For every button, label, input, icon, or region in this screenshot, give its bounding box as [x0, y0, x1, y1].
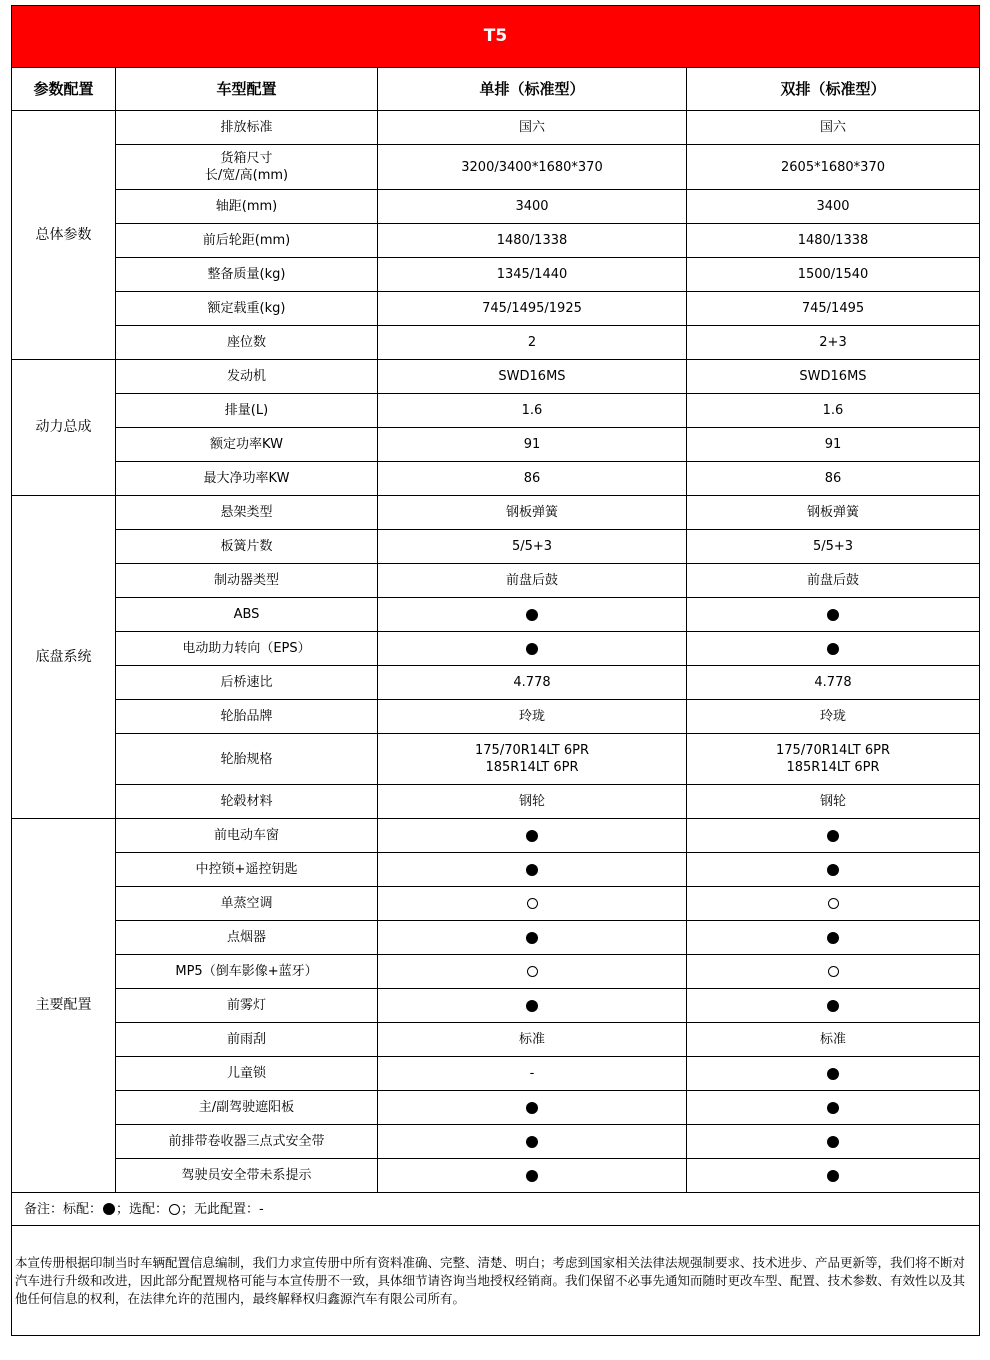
header-model-config: 车型配置: [116, 68, 378, 111]
double-row-value: [687, 632, 980, 666]
value-text: 5/5+3: [812, 539, 854, 554]
row-label: [116, 462, 378, 496]
table-row: [12, 564, 980, 598]
single-row-value: [378, 632, 687, 666]
value-text: 国六: [518, 120, 545, 135]
double-row-value: [687, 145, 980, 190]
value-text: 175/70R14LT 6PR: [776, 743, 890, 758]
double-row-value: [687, 666, 980, 700]
row-label: [116, 1125, 378, 1159]
double-row-value: [687, 360, 980, 394]
standard-dot-icon: [827, 864, 839, 876]
table-row: [12, 1057, 980, 1091]
single-row-value: [378, 1023, 687, 1057]
double-row-value: [687, 734, 980, 785]
value-text: 玲珑: [518, 709, 545, 724]
row-label-text: 轮胎规格: [220, 751, 273, 767]
table-row: [12, 360, 980, 394]
double-row-value: [687, 921, 980, 955]
row-label: [116, 145, 378, 190]
value-text: 钢板弹簧: [806, 505, 859, 520]
value-text: 钢板弹簧: [505, 505, 558, 520]
legend-prefix: 备注：标配：: [24, 1201, 103, 1217]
standard-dot-icon: [827, 643, 839, 655]
double-row-value: [687, 564, 980, 598]
row-label-text: 儿童锁: [226, 1066, 266, 1081]
row-label: [116, 111, 378, 145]
value-text-line2: 185R14LT 6PR: [485, 760, 579, 775]
single-row-value: [378, 145, 687, 190]
table-row: [12, 598, 980, 632]
single-row-value: [378, 1091, 687, 1125]
row-label: [116, 666, 378, 700]
table-title: T5: [12, 6, 980, 68]
value-text: 钢轮: [518, 794, 545, 809]
single-row-value: [378, 111, 687, 145]
row-label-text: 前雨刮: [226, 1032, 266, 1047]
row-label: [116, 394, 378, 428]
table-row: [12, 734, 980, 785]
row-label-text: 轮胎品牌: [220, 709, 273, 724]
standard-dot-icon: [827, 609, 839, 621]
value-text: 175/70R14LT 6PR: [475, 743, 589, 758]
table-row: [12, 853, 980, 887]
table-row: [12, 989, 980, 1023]
single-row-value: [378, 1057, 687, 1091]
row-label-text: 电动助力转向（EPS）: [182, 641, 311, 656]
single-row-value: [378, 394, 687, 428]
double-row-value: [687, 1125, 980, 1159]
single-row-value: [378, 496, 687, 530]
value-text: 3400: [515, 199, 549, 214]
value-text: 4.778: [814, 675, 852, 690]
legend-mid: ；选配：: [116, 1201, 169, 1217]
table-row: [12, 258, 980, 292]
row-label: [116, 734, 378, 785]
double-row-value: [687, 1057, 980, 1091]
double-row-value: [687, 111, 980, 145]
value-text: SWD16MS: [799, 369, 867, 384]
single-row-value: [378, 819, 687, 853]
table-row: [12, 1091, 980, 1125]
value-text: 86: [824, 471, 842, 486]
single-row-value: [378, 530, 687, 564]
double-row-value: [687, 530, 980, 564]
value-text: 4.778: [513, 675, 551, 690]
value-text: 2: [527, 335, 537, 350]
double-row-value: [687, 428, 980, 462]
value-text: 2605*1680*370: [781, 159, 885, 175]
group-label: 动力总成: [12, 360, 116, 496]
double-row-value: [687, 496, 980, 530]
table-row: [12, 955, 980, 989]
value-text: 前盘后鼓: [806, 573, 859, 588]
header-double-row: 双排（标准型）: [687, 68, 980, 111]
row-label-text: 座位数: [226, 335, 266, 350]
single-row-value: [378, 190, 687, 224]
standard-dot-icon: [827, 830, 839, 842]
table-row: [12, 632, 980, 666]
value-text: SWD16MS: [498, 369, 566, 384]
row-label: [116, 955, 378, 989]
table-row: [12, 462, 980, 496]
table-row: [12, 530, 980, 564]
row-label: [116, 1091, 378, 1125]
double-row-value: [687, 989, 980, 1023]
standard-dot-icon: [526, 643, 538, 655]
header-param-config: 参数配置: [12, 68, 116, 111]
group-label: 总体参数: [12, 111, 116, 360]
row-label-text: 前雾灯: [226, 998, 266, 1013]
row-label: [116, 921, 378, 955]
double-row-value: [687, 394, 980, 428]
single-row-value: [378, 734, 687, 785]
optional-ring-icon: [527, 898, 538, 909]
double-row-value: [687, 190, 980, 224]
row-label-text: MP5（倒车影像+蓝牙）: [175, 964, 318, 979]
legend-note: [12, 1193, 980, 1226]
row-label: [116, 360, 378, 394]
value-text: 91: [523, 437, 541, 452]
table-row: [12, 1023, 980, 1057]
table-row: [12, 292, 980, 326]
value-text: 前盘后鼓: [505, 573, 558, 588]
table-row: [12, 190, 980, 224]
standard-dot-icon: [526, 864, 538, 876]
single-row-value: [378, 1125, 687, 1159]
table-row: [12, 1159, 980, 1193]
value-text: 2+3: [819, 335, 847, 350]
row-label-text: 点烟器: [226, 930, 266, 945]
spec-sheet: [11, 5, 979, 1336]
single-row-value: [378, 258, 687, 292]
row-label-text: 主/副驾驶遮阳板: [198, 1100, 295, 1115]
value-text: 1480/1338: [797, 233, 869, 248]
value-text: 钢轮: [819, 794, 846, 809]
group-label: 底盘系统: [12, 496, 116, 819]
row-label-text: 单蒸空调: [220, 896, 273, 911]
double-row-value: [687, 887, 980, 921]
double-row-value: [687, 700, 980, 734]
single-row-value: [378, 564, 687, 598]
double-row-value: [687, 462, 980, 496]
row-label: [116, 292, 378, 326]
standard-dot-icon: [827, 1102, 839, 1114]
row-label-text: 货箱尺寸: [220, 151, 273, 166]
single-row-value: [378, 462, 687, 496]
double-row-value: [687, 258, 980, 292]
optional-ring-icon: [828, 966, 839, 977]
table-row: [12, 666, 980, 700]
optional-ring-icon: [828, 898, 839, 909]
row-label: [116, 989, 378, 1023]
standard-dot-icon: [526, 1136, 538, 1148]
row-label-text: 轴距(mm): [215, 199, 278, 214]
row-label-text: 排量(L): [224, 403, 269, 418]
table-row: [12, 496, 980, 530]
value-text: 国六: [819, 120, 846, 135]
row-label: [116, 785, 378, 819]
value-text: 1480/1338: [496, 233, 568, 248]
row-label-text: 发动机: [226, 369, 266, 384]
single-row-value: [378, 326, 687, 360]
single-row-value: [378, 292, 687, 326]
table-row: [12, 819, 980, 853]
double-row-value: [687, 819, 980, 853]
optional-ring-icon: [527, 966, 538, 977]
row-label: [116, 853, 378, 887]
single-row-value: [378, 785, 687, 819]
row-label-text: ABS: [233, 607, 260, 622]
standard-dot-icon: [526, 1000, 538, 1012]
table-row: [12, 145, 980, 190]
legend-standard-icon: [103, 1203, 115, 1215]
row-label: [116, 1159, 378, 1193]
standard-dot-icon: [827, 932, 839, 944]
value-text: 3400: [816, 199, 850, 214]
header-row: [12, 68, 980, 111]
value-text: 标准: [819, 1032, 846, 1047]
table-row: [12, 224, 980, 258]
value-text: 1.6: [822, 403, 844, 418]
double-row-value: [687, 292, 980, 326]
table-row: [12, 428, 980, 462]
row-label-text: 板簧片数: [220, 539, 273, 554]
value-text: 1500/1540: [797, 267, 869, 282]
single-row-value: [378, 700, 687, 734]
row-label-text: 额定功率KW: [210, 437, 283, 452]
row-label-text-line2: 长/宽/高(mm): [204, 168, 289, 183]
table-row: [12, 785, 980, 819]
row-label: [116, 887, 378, 921]
value-text: 1345/1440: [496, 267, 568, 282]
table-row: [12, 700, 980, 734]
table-row: [12, 921, 980, 955]
row-label-text: 驾驶员安全带未系提示: [181, 1168, 312, 1183]
double-row-value: [687, 955, 980, 989]
table-row: [12, 111, 980, 145]
table-row: [12, 887, 980, 921]
single-row-value: [378, 853, 687, 887]
value-text: 745/1495/1925: [482, 301, 582, 316]
row-label: [116, 496, 378, 530]
value-text-line2: 185R14LT 6PR: [786, 760, 880, 775]
row-label-text: 前后轮距(mm): [202, 233, 291, 248]
row-label: [116, 632, 378, 666]
value-text: 86: [523, 471, 541, 486]
group-label: 主要配置: [12, 819, 116, 1193]
double-row-value: [687, 785, 980, 819]
value-text: 745/1495: [801, 301, 865, 316]
spec-body: [12, 111, 980, 1193]
table-row: [12, 394, 980, 428]
double-row-value: [687, 1159, 980, 1193]
value-text: 玲珑: [819, 709, 846, 724]
standard-dot-icon: [827, 1136, 839, 1148]
value-text: 3200/3400*1680*370: [461, 159, 603, 175]
row-label-text: 轮毂材料: [220, 794, 273, 809]
row-label-text: 后桥速比: [220, 675, 273, 690]
standard-dot-icon: [827, 1170, 839, 1182]
row-label-text: 最大净功率KW: [203, 471, 290, 486]
value-text: 91: [824, 437, 842, 452]
single-row-value: [378, 598, 687, 632]
legend-suffix: ；无此配置：-: [181, 1201, 264, 1217]
row-label: [116, 190, 378, 224]
value-text: 标准: [518, 1032, 545, 1047]
single-row-value: [378, 887, 687, 921]
row-label-text: 额定载重(kg): [207, 301, 286, 316]
single-row-value: [378, 1159, 687, 1193]
value-text: -: [529, 1066, 535, 1081]
row-label: [116, 700, 378, 734]
double-row-value: [687, 224, 980, 258]
standard-dot-icon: [827, 1000, 839, 1012]
row-label: [116, 1023, 378, 1057]
double-row-value: [687, 853, 980, 887]
standard-dot-icon: [827, 1068, 839, 1080]
single-row-value: [378, 989, 687, 1023]
double-row-value: [687, 598, 980, 632]
table-row: [12, 1125, 980, 1159]
spec-table: [11, 5, 980, 1336]
double-row-value: [687, 1091, 980, 1125]
single-row-value: [378, 428, 687, 462]
single-row-value: [378, 666, 687, 700]
standard-dot-icon: [526, 609, 538, 621]
row-label: [116, 598, 378, 632]
row-label: [116, 564, 378, 598]
row-label: [116, 224, 378, 258]
row-label-text: 中控锁+遥控钥匙: [195, 862, 298, 877]
row-label-text: 前排带卷收器三点式安全带: [168, 1134, 325, 1149]
disclaimer-text: 本宣传册根据印制当时车辆配置信息编制，我们力求宣传册中所有资料准确、完整、清楚、明白；考虑到国家相关法律法规强制要求、技术进步、产品更新等，我们将不断对汽车进行升级和改进，因此部分配置规格可能与本宣传册不一致，具体细节请咨询当地授权经销商。我们保留不必事先通知而随时更改车型、配置、技术参数、有效性以及其他任何信息的权利，在法律允许的范围内，最终解释权归鑫源汽车有限公司所有。: [12, 1226, 980, 1336]
row-label-text: 前电动车窗: [213, 828, 279, 843]
row-label: [116, 1057, 378, 1091]
row-label: [116, 326, 378, 360]
single-row-value: [378, 224, 687, 258]
value-text: 1.6: [521, 403, 543, 418]
single-row-value: [378, 955, 687, 989]
legend-optional-icon: [169, 1204, 180, 1215]
row-label-text: 排放标准: [220, 120, 273, 135]
single-row-value: [378, 360, 687, 394]
row-label-text: 整备质量(kg): [207, 267, 286, 282]
row-label: [116, 819, 378, 853]
standard-dot-icon: [526, 1102, 538, 1114]
value-text: 5/5+3: [511, 539, 553, 554]
standard-dot-icon: [526, 1170, 538, 1182]
row-label: [116, 530, 378, 564]
row-label-text: 悬架类型: [220, 505, 273, 520]
standard-dot-icon: [526, 932, 538, 944]
standard-dot-icon: [526, 830, 538, 842]
table-row: [12, 326, 980, 360]
row-label-text: 制动器类型: [213, 573, 279, 588]
double-row-value: [687, 326, 980, 360]
row-label: [116, 428, 378, 462]
single-row-value: [378, 921, 687, 955]
row-label: [116, 258, 378, 292]
double-row-value: [687, 1023, 980, 1057]
header-single-row: 单排（标准型）: [378, 68, 687, 111]
